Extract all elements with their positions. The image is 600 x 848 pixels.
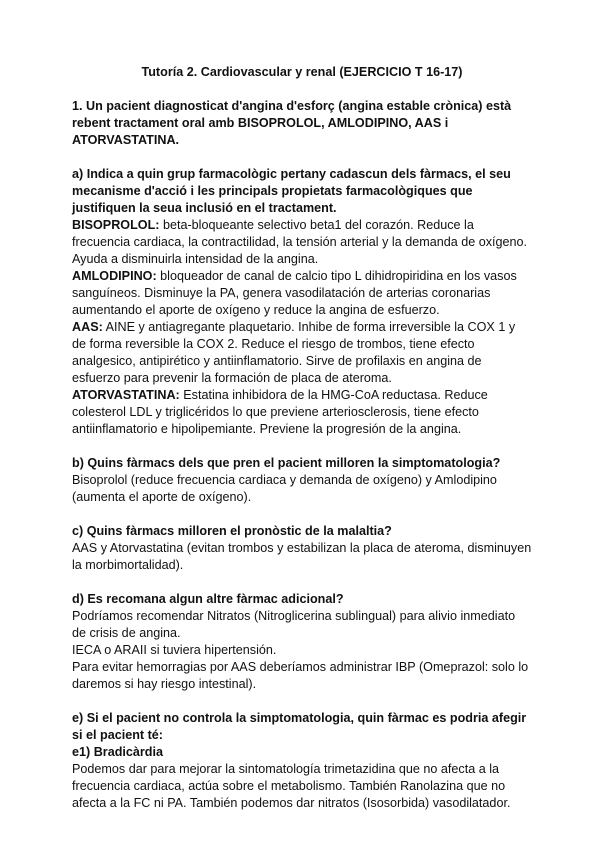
drug-name: ATORVASTATINA: [72,388,180,402]
document-title: Tutoría 2. Cardiovascular y renal (EJERCICIO T 16-17) [141,65,463,79]
question-1: 1. Un pacient diagnosticat d'angina d'esforç (angina estable crònica) està rebent tractament oral amb BISOPROLOL, AMLODIPINO, AAS i ATORVASTATINA. [72,99,512,147]
answer-atorvastatina [72,387,532,438]
question-d: d) Es recomana algun altre fàrmac adicional? [72,592,344,606]
answer-aas [72,319,532,387]
question-a: a) Indica a quin grup farmacològic pertany cadascun dels fàrmacs, el seu mecanisme d'acció i les principals propietats farmacològiques que justifiquen la seua inclusió en el tractament. [72,167,511,215]
drug-description: AINE y antiagregante plaquetario. Inhibe de forma irreversible la COX 1 y de forma reversible la COX 2. Reduce el riesgo de trombos, tiene efecto analgesico, antipirético y antiinflamatorio. Sirve de profilaxis en angina de esfuerzo para prevenir la formación de placa de ateroma. [72,320,516,385]
answer-d-line: Para evitar hemorragias por AAS deberíamos administrar IBP (Omeprazol: solo lo daremos si hay riesgo intestinal). [72,660,529,691]
answer-d-line: IECA o ARAII si tuviera hipertensión. [72,643,277,657]
drug-description: bloqueador de canal de calcio tipo L dihidropiridina en los vasos sanguíneos. Disminuye la PA, genera vasodilatación de arterias coronarias aumentando el aporte de oxígeno y reduce la angina de esfuerzo. [72,269,517,317]
drug-description: beta-bloqueante selectivo beta1 del corazón. Reduce la frecuencia cardiaca, la contractilidad, la tensión arterial y la demanda de oxígeno. Ayuda a disminuirla intensidad de la angina. [72,218,528,266]
answer-d-line: Podríamos recomendar Nitratos (Nitroglicerina sublingual) para alivio inmediato de crisis de angina. [72,609,516,640]
drug-description: Estatina inhibidora de la HMG-CoA reductasa. Reduce colesterol LDL y triglicéridos lo que previene arteriosclerosis, tiene efecto antiinflamatorio e hipolipemiante. Previene la progresión de la angina. [72,388,488,436]
question-c: c) Quins fàrmacs milloren el pronòstic de la malaltia? [72,524,392,538]
drug-name: BISOPROLOL: [72,218,160,232]
question-b: b) Quins fàrmacs dels que pren el pacient milloren la simptomatologia? [72,456,501,470]
subquestion-e1: e1) Bradicàrdia [72,745,163,759]
document-page [72,64,532,812]
answer-bisoprolol [72,217,532,268]
question-e: e) Si el pacient no controla la simptomatologia, quin fàrmac es podria afegir si el pacient té: [72,711,527,742]
answer-b: Bisoprolol (reduce frecuencia cardiaca y demanda de oxígeno) y Amlodipino (aumenta el aporte de oxígeno). [72,473,497,504]
drug-name: AMLODIPINO: [72,269,157,283]
drug-name: AAS: [72,320,103,334]
answer-e1: Podemos dar para mejorar la sintomatología trimetazidina que no afecta a la frecuencia cardiaca, actúa sobre el metabolismo. También Ranolazina que no afecta a la FC ni PA. También podemos dar nitratos (Isosorbida) vasodilatador. [72,762,511,810]
answer-c: AAS y Atorvastatina (evitan trombos y estabilizan la placa de ateroma, disminuyen la morbimortalidad). [72,541,532,572]
answer-amlodipino [72,268,532,319]
